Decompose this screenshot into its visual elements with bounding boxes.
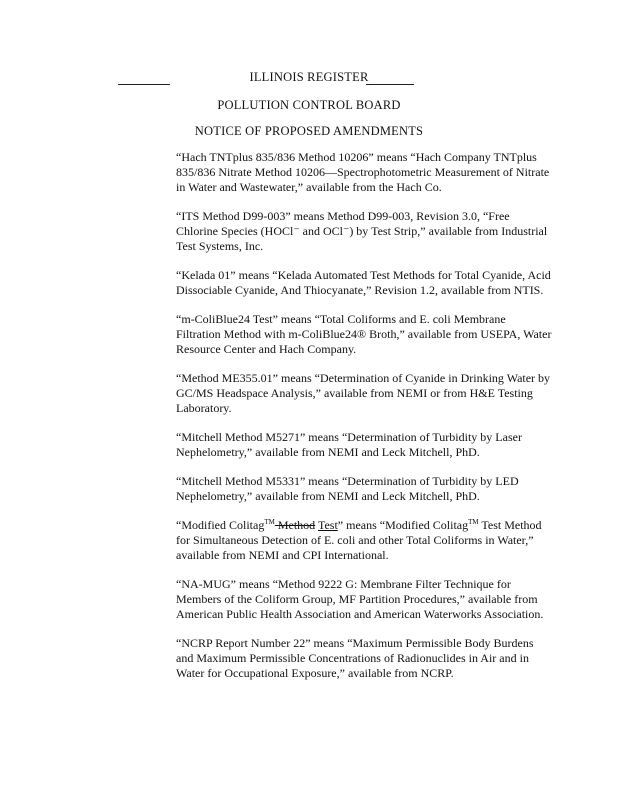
definition-modified-colitag [176,518,552,563]
definition-mitchell-m5331: “Mitchell Method M5331” means “Determination of Turbidity by LED Nephelometry,” available from NEMI and Leck Mitchell, PhD. [176,474,519,503]
definition-na-mug: “NA-MUG” means “Method 9222 G: Membrane Filter Technique for Members of the Coliform Group, MF Partition Procedures,” available from American Public Health Association and American Waterworks Association. [176,577,544,621]
trademark-mark: TM [264,518,275,526]
definition-m-coliblue24: “m-ColiBlue24 Test” means “Total Coliforms and E. coli Membrane Filtration Method with m-ColiBlue24® Broth,” available from USEPA, Water Resource Center and Hach Company. [176,312,552,356]
notice-title: NOTICE OF PROPOSED AMENDMENTS [194,124,424,138]
colitag-rest: Method for Simultaneous Detection of E. coli and other Total Coliforms in Water,” available from NEMI and CPI International. [176,518,542,562]
colitag-mid: ” means “Modified Colitag [337,518,469,532]
definitions-list [176,150,552,695]
colitag-term-open: “Modified Colitag [176,518,265,532]
definition-hach-tntplus: “Hach TNTplus 835/836 Method 10206” means “Hach Company TNTplus 835/836 Nitrate Method 10206—Spectrophotometric Measurement of Nitrate in Water and Wastewater,” available from the Hach Co. [176,150,550,194]
colitag-tail: Test [478,518,502,532]
definition-me355: “Method ME355.01” means “Determination of Cyanide in Drinking Water by GC/MS Headspace Analysis,” available from NEMI or from H&E Testing Laboratory. [176,371,551,415]
deleted-text: Method [274,518,316,532]
inserted-text: Test [317,518,338,532]
board-title: POLLUTION CONTROL BOARD [217,98,401,112]
header-rule-right [366,84,414,85]
definition-its-d99-003: “ITS Method D99-003” means Method D99-003, Revision 3.0, “Free Chlorine Species (HOCl⁻ and OCl⁻) by Test Strip,” available from Industrial Test Systems, Inc. [176,209,548,253]
definition-ncrp-22: “NCRP Report Number 22” means “Maximum Permissible Body Burdens and Maximum Permissible Concentrations of Radionuclides in Air and in Water for Occupational Exposure,” available from NCRP. [176,636,534,680]
definition-kelada-01: “Kelada 01” means “Kelada Automated Test Methods for Total Cyanide, Acid Dissociable Cyanide, And Thiocyanate,” Revision 1.2, available from NTIS. [176,268,551,297]
trademark-mark-2: TM [468,518,479,526]
register-title: ILLINOIS REGISTER [249,70,369,84]
definition-mitchell-m5271: “Mitchell Method M5271” means “Determination of Turbidity by Laser Nephelometry,” available from NEMI and Leck Mitchell, PhD. [176,430,522,459]
